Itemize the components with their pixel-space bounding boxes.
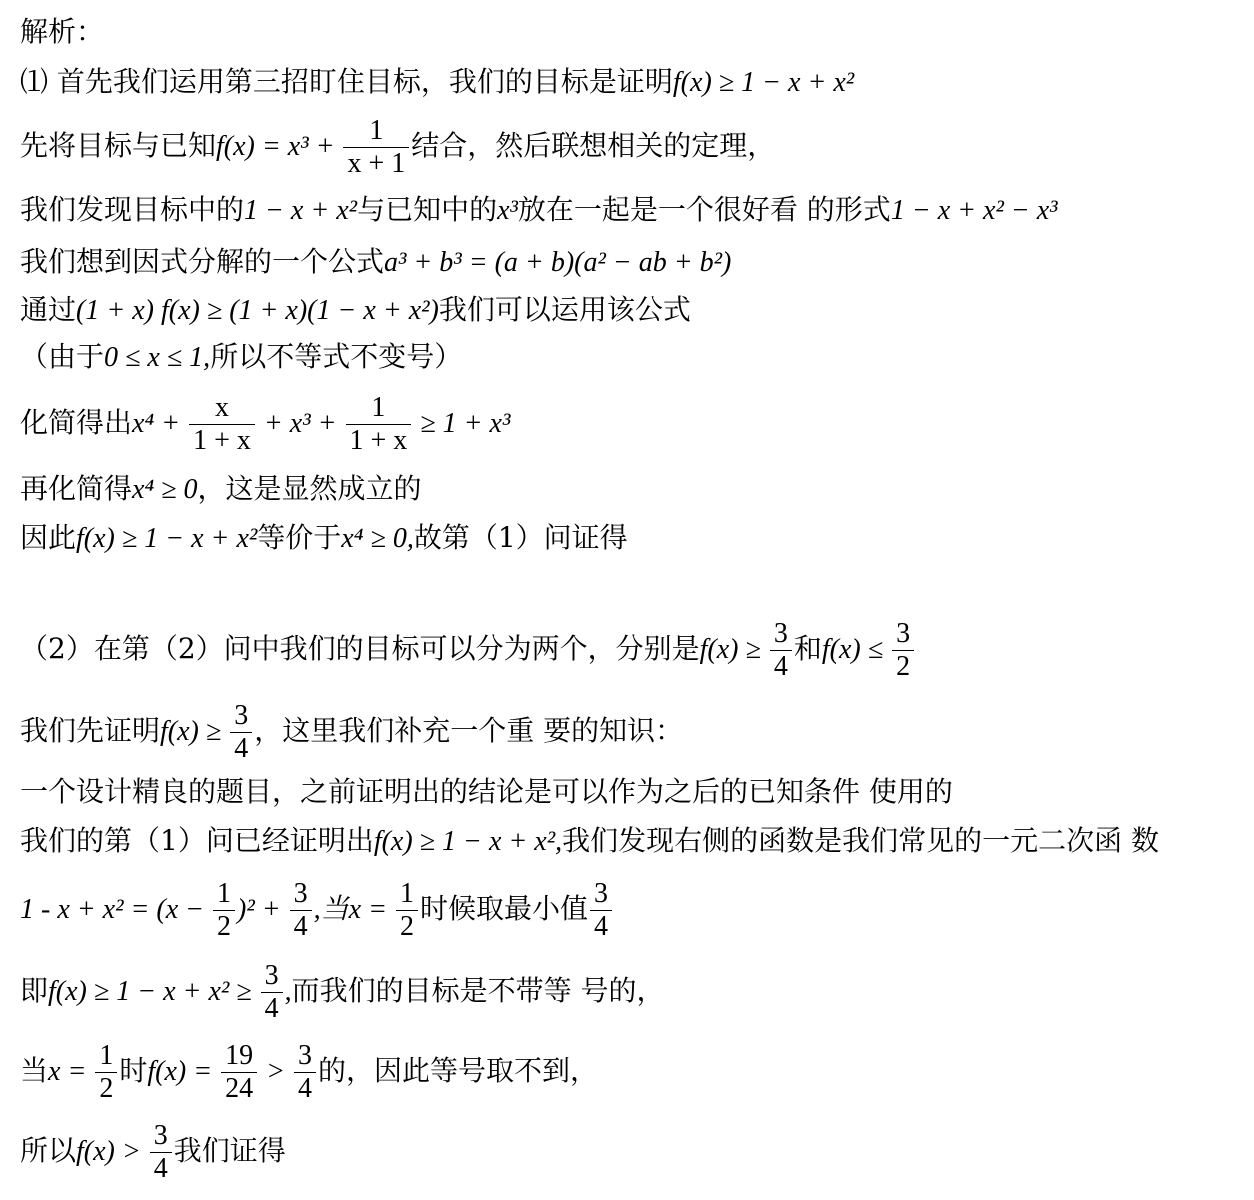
math-expression: 1 - x + x² = (x − bbox=[20, 894, 212, 926]
fraction-numerator: 1 bbox=[95, 1040, 117, 1073]
math-expression: )² + bbox=[237, 894, 288, 926]
heading-analysis bbox=[20, 15, 105, 48]
fraction-denominator: 4 bbox=[234, 733, 249, 765]
observe-form-line bbox=[20, 193, 1058, 226]
fraction-denominator: 4 bbox=[293, 911, 308, 943]
fraction-numerator: 3 bbox=[150, 1120, 172, 1153]
fraction-numerator: 1 bbox=[343, 115, 409, 148]
fraction bbox=[261, 960, 283, 1025]
text-segment: （由于 bbox=[20, 340, 105, 373]
math-expression: f(x) ≤ bbox=[821, 634, 891, 666]
quadratic-min-line bbox=[20, 878, 614, 943]
fraction-numerator: 3 bbox=[590, 878, 612, 911]
simplify-line bbox=[20, 392, 510, 457]
text-segment: 结合，然后联想相关的定理， bbox=[411, 129, 776, 163]
text-segment: 我们发现目标中的 bbox=[20, 193, 245, 226]
fraction bbox=[95, 1040, 117, 1105]
math-expression: 1 − x + x² bbox=[244, 195, 358, 226]
text-segment: 化简得出 bbox=[20, 406, 133, 440]
text-segment: 解析： bbox=[20, 15, 105, 48]
math-expression: ≥ 1 + x³ bbox=[413, 408, 511, 440]
math-expression: f(x) ≥ 1 − x + x² bbox=[672, 67, 855, 98]
text-segment: 我们想到因式分解的一个公式 bbox=[20, 245, 385, 278]
fraction-numerator: x bbox=[189, 392, 255, 425]
fraction bbox=[892, 618, 914, 683]
fraction bbox=[213, 878, 235, 943]
fraction-numerator: 3 bbox=[294, 1040, 316, 1073]
math-expression: f(x) > bbox=[76, 1136, 148, 1168]
text-segment: 放在一起是一个很好看 的形式 bbox=[517, 193, 891, 226]
text-segment: ⑴ 首先我们运用第三招盯住目标，我们的目标是证明 bbox=[20, 65, 673, 98]
math-expression: , bbox=[284, 976, 292, 1008]
use-part1-line bbox=[20, 824, 1159, 857]
chain-inequality-line bbox=[20, 960, 665, 1025]
prove-lower-bound-line bbox=[20, 700, 683, 765]
text-segment: 一个设计精良的题目，之前证明出的结论是可以作为之后的已知条件 使用的 bbox=[20, 775, 953, 808]
math-expression: + x³ + bbox=[256, 408, 344, 440]
text-segment: 当 bbox=[20, 1054, 49, 1088]
text-segment: 通过 bbox=[20, 293, 77, 326]
text-segment: 而我们的目标是不带等 号的， bbox=[291, 974, 665, 1008]
fraction-numerator: 3 bbox=[892, 618, 914, 651]
math-expression: (1 + x) f(x) ≥ (1 + x)(1 − x + x²) bbox=[76, 295, 439, 326]
fraction-denominator: 4 bbox=[264, 993, 279, 1025]
text-segment: （2）在第（2）问中我们的目标可以分为两个，分别是 bbox=[20, 632, 700, 666]
fraction-numerator: 1 bbox=[346, 392, 412, 425]
multiply-line bbox=[20, 293, 691, 326]
math-expression: > bbox=[259, 1056, 293, 1088]
math-expression: f(x) ≥ bbox=[699, 634, 768, 666]
fraction-denominator: 4 bbox=[153, 1153, 168, 1185]
fraction-denominator: 1 + x bbox=[193, 425, 251, 457]
fraction-denominator: 2 bbox=[99, 1073, 114, 1105]
fraction-numerator: 3 bbox=[770, 618, 792, 651]
fraction-numerator: 1 bbox=[396, 878, 418, 911]
text-segment: 等价于 bbox=[257, 521, 342, 554]
math-expression: f(x) ≥ 1 − x + x² ≥ bbox=[48, 976, 259, 1008]
fraction bbox=[294, 1040, 316, 1105]
text-segment: 我们可以运用该公式 bbox=[438, 293, 691, 326]
fraction bbox=[346, 392, 412, 457]
fraction-denominator: 4 bbox=[593, 911, 608, 943]
text-segment: 所以 bbox=[20, 1134, 77, 1168]
math-expression: x⁴ ≥ 0, bbox=[341, 523, 414, 554]
text-segment: ，这里我们补充一个重 要的知识： bbox=[254, 714, 684, 748]
sign-note-line bbox=[20, 340, 463, 373]
fraction-numerator: 19 bbox=[221, 1040, 257, 1073]
text-segment: 与已知中的 bbox=[357, 193, 498, 226]
text-segment: 和 bbox=[793, 632, 822, 666]
fraction-numerator: 1 bbox=[213, 878, 235, 911]
text-segment: 先将目标与已知 bbox=[20, 129, 217, 163]
factor-formula-line bbox=[20, 245, 732, 278]
fraction bbox=[590, 878, 612, 943]
text-segment: ，这是显然成立的 bbox=[197, 472, 422, 505]
math-expression: x³ bbox=[497, 195, 518, 226]
fraction bbox=[221, 1040, 257, 1105]
fraction-denominator: 4 bbox=[773, 651, 788, 683]
fraction-numerator: 3 bbox=[290, 878, 312, 911]
text-segment: 所以不等式不变号） bbox=[210, 340, 463, 373]
math-expression: f(x) = bbox=[147, 1056, 220, 1088]
text-segment: 即 bbox=[20, 974, 49, 1008]
equality-check-line bbox=[20, 1040, 598, 1105]
math-expression: f(x) = x³ + bbox=[216, 131, 342, 163]
final-conclusion-line bbox=[20, 1120, 286, 1185]
math-expression: f(x) ≥ bbox=[160, 716, 229, 748]
text-segment: 的，因此等号取不到， bbox=[318, 1054, 599, 1088]
fraction-denominator: 2 bbox=[896, 651, 911, 683]
math-expression: ,当x = bbox=[313, 894, 394, 926]
part1-goal-line bbox=[20, 65, 855, 98]
fraction-denominator: 24 bbox=[225, 1073, 254, 1105]
fraction-denominator: 2 bbox=[217, 911, 232, 943]
fraction-denominator: 4 bbox=[298, 1073, 313, 1105]
fraction-numerator: 3 bbox=[261, 960, 283, 993]
design-note-line bbox=[20, 775, 953, 808]
math-expression: f(x) ≥ 1 − x + x², bbox=[373, 826, 563, 857]
math-expression: x⁴ ≥ 0 bbox=[132, 474, 198, 505]
fraction-numerator: 3 bbox=[230, 700, 252, 733]
fraction-denominator: 2 bbox=[399, 911, 414, 943]
part2-goal-line bbox=[20, 618, 916, 683]
fraction bbox=[230, 700, 252, 765]
math-expression: 1 − x + x² − x³ bbox=[890, 195, 1058, 226]
text-segment: 因此 bbox=[20, 521, 77, 554]
fraction-denominator: 1 + x bbox=[349, 425, 408, 457]
fraction-denominator: x + 1 bbox=[347, 148, 406, 180]
text-segment: 我们的第（1）问已经证明出 bbox=[20, 824, 374, 857]
fraction bbox=[770, 618, 792, 683]
combine-known-line bbox=[20, 115, 775, 180]
part1-conclusion-line bbox=[20, 521, 628, 554]
fraction bbox=[189, 392, 255, 457]
text-segment: 时候取最小值 bbox=[419, 892, 588, 926]
text-segment: 故第（1）问证得 bbox=[413, 521, 628, 554]
math-expression: f(x) ≥ 1 − x + x² bbox=[76, 523, 258, 554]
math-expression: 0 ≤ x ≤ 1, bbox=[104, 342, 211, 373]
fraction bbox=[290, 878, 312, 943]
text-segment: 再化简得 bbox=[20, 472, 133, 505]
text-segment: 我们证得 bbox=[173, 1134, 286, 1168]
text-segment: 时 bbox=[119, 1054, 148, 1088]
math-expression: x = bbox=[48, 1056, 94, 1088]
fraction bbox=[396, 878, 418, 943]
text-segment: 我们发现右侧的函数是我们常见的一元二次函 数 bbox=[562, 824, 1159, 857]
text-segment: 我们先证明 bbox=[20, 714, 161, 748]
math-expression: x⁴ + bbox=[132, 408, 188, 440]
math-expression: a³ + b³ = (a + b)(a² − ab + b²) bbox=[384, 247, 732, 278]
simplify-again-line bbox=[20, 472, 422, 505]
fraction bbox=[343, 115, 409, 180]
fraction bbox=[150, 1120, 172, 1185]
